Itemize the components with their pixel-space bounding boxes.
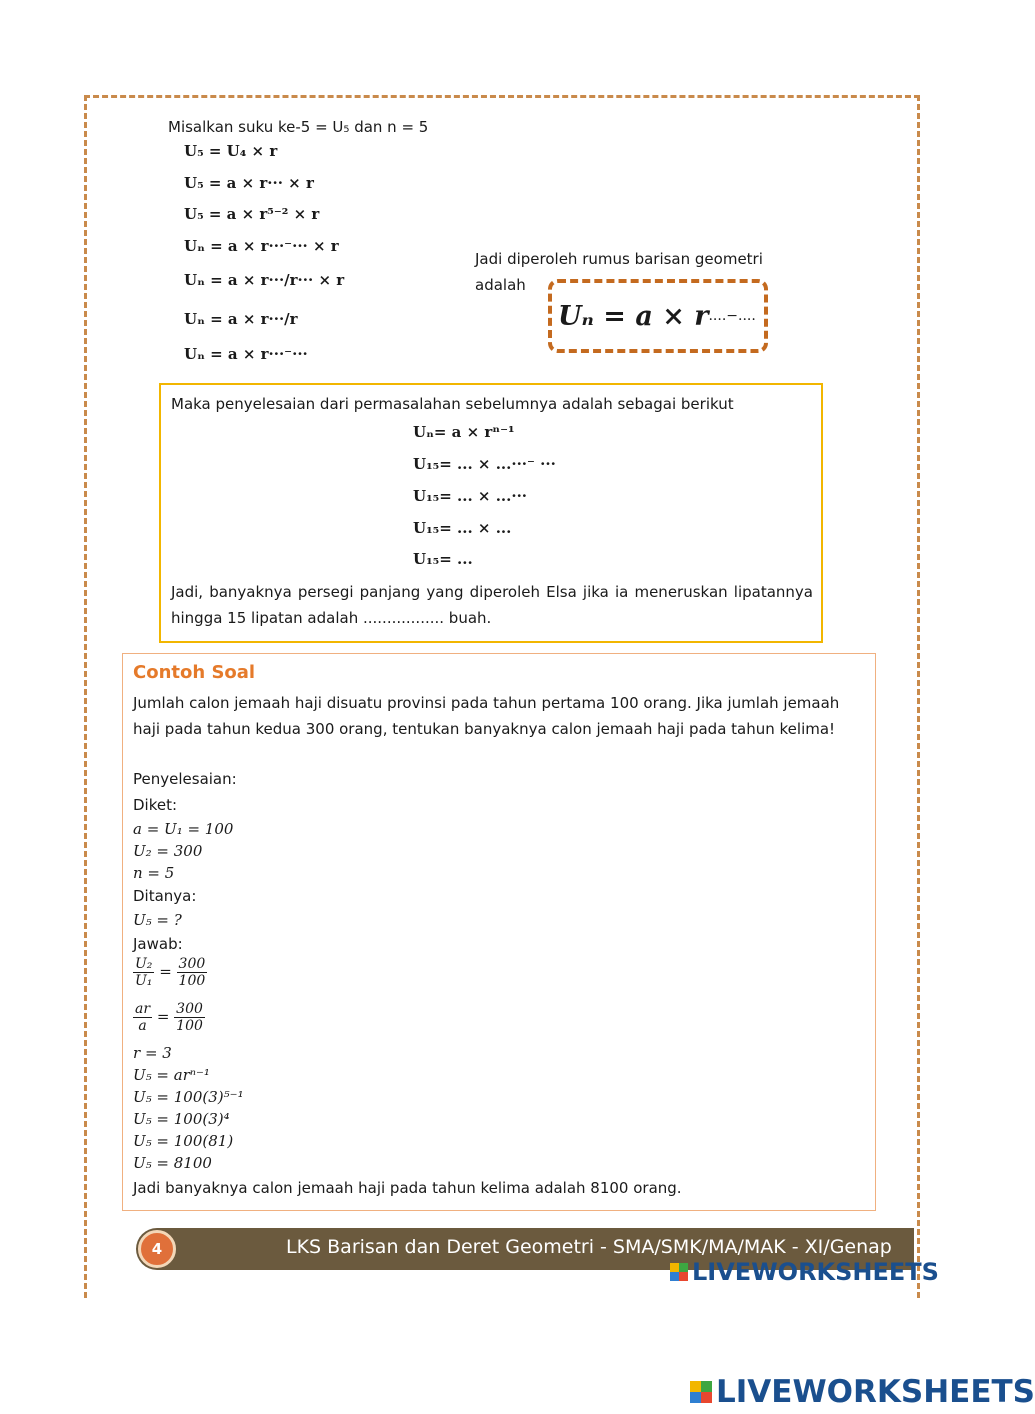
example-title: Contoh Soal: [133, 662, 256, 683]
frac-den: U₁: [135, 973, 153, 990]
liveworksheets-icon: [670, 1263, 688, 1281]
diket-item: U₂ = 300: [133, 842, 203, 860]
solution-box: [159, 383, 823, 643]
liveworksheets-icon: [690, 1381, 712, 1403]
penyelesaian-label: Penyelesaian:: [133, 770, 237, 788]
fraction-equation-2: $\frac{ar}{a}$ = $\frac{300}{100}$: [135, 1001, 203, 1035]
frac-den: 100: [176, 1018, 203, 1035]
example-question: Jumlah calon jemaah haji disuatu provinsi pada tahun pertama 100 orang. Jika jumlah jemaah haji pada tahun kedua 300 orang, tentukan banyaknya calon jemaah haji pada tahun kelima!: [133, 694, 840, 738]
solution-equation: U₁₅= ... × ...···: [413, 487, 528, 505]
example-box: [122, 653, 876, 1211]
solution-equation: U₁₅= ... × ...: [413, 519, 512, 537]
liveworksheets-logo-large[interactable]: [690, 1374, 1035, 1410]
step: U₅ = 8100: [133, 1154, 212, 1172]
ditanya-item: U₅ = ?: [133, 911, 182, 929]
page-number: 4: [138, 1230, 176, 1268]
derivation-row: U₅ = a × r⁵⁻² × r: [184, 205, 320, 223]
solution-equation: U₁₅= ... × ...···⁻ ···: [413, 455, 556, 473]
formula-exponent: ....−....: [708, 308, 756, 324]
derivation-row: Uₙ = a × r···⁻··· × r: [184, 237, 339, 255]
step: U₅ = arⁿ⁻¹: [133, 1066, 210, 1084]
ditanya-label: Ditanya:: [133, 887, 197, 905]
derivation-intro: Misalkan suku ke-5 = U₅ dan n = 5: [168, 118, 429, 136]
derivation-row: U₅ = U₄ × r: [184, 142, 278, 160]
formula-conclusion: Jadi diperoleh rumus barisan geometri adalah: [475, 250, 763, 294]
step: U₅ = 100(81): [133, 1132, 234, 1150]
derivation-row: Uₙ = a × r···/r: [184, 310, 298, 328]
footer-text: LKS Barisan dan Deret Geometri - SMA/SMK/MA/MAK - XI/Genap: [286, 1236, 892, 1258]
example-final: Jadi banyaknya calon jemaah haji pada tahun kelima adalah 8100 orang.: [133, 1179, 682, 1197]
step: U₅ = 100(3)⁴: [133, 1110, 230, 1128]
fraction-equation-1: $\frac{\text{U₂}}{\text{U₁}}$ = $\frac{300}{100}$: [135, 956, 206, 990]
diket-item: n = 5: [133, 864, 175, 882]
solution-equation: Uₙ= a × rⁿ⁻¹: [413, 423, 515, 441]
formula-box: [548, 279, 768, 353]
frac-den: a: [138, 1018, 147, 1035]
derivation-row: Uₙ = a × r···/r··· × r: [184, 271, 345, 289]
derivation-row: Uₙ = a × r···⁻···: [184, 345, 308, 363]
step: r = 3: [133, 1044, 172, 1062]
frac-num: ar: [135, 1001, 151, 1017]
liveworksheets-wordmark: LIVEWORKSHEETS: [716, 1374, 1035, 1410]
jawab-label: Jawab:: [133, 935, 183, 953]
solution-conclusion: Jadi, banyaknya persegi panjang yang diperoleh Elsa jika ia meneruskan lipatannya hingga 15 lipatan adalah ................. buah.: [171, 583, 813, 627]
liveworksheets-logo-small: [670, 1258, 939, 1286]
derivation-section: [168, 118, 428, 142]
frac-num: 300: [176, 1001, 203, 1017]
frac-num: 300: [178, 956, 206, 972]
solution-lead: Maka penyelesaian dari permasalahan sebelumnya adalah sebagai berikut: [171, 395, 734, 413]
diket-item: a = U₁ = 100: [133, 820, 234, 838]
diket-label: Diket:: [133, 796, 178, 814]
frac-den: 100: [178, 973, 206, 990]
liveworksheets-wordmark: LIVEWORKSHEETS: [692, 1258, 939, 1286]
formula-main: Uₙ = a × r: [558, 300, 709, 332]
step: U₅ = 100(3)⁵⁻¹: [133, 1088, 244, 1106]
frac-num: U₂: [135, 956, 153, 972]
solution-equation: U₁₅= ...: [413, 550, 473, 568]
derivation-row: U₅ = a × r··· × r: [184, 174, 314, 192]
